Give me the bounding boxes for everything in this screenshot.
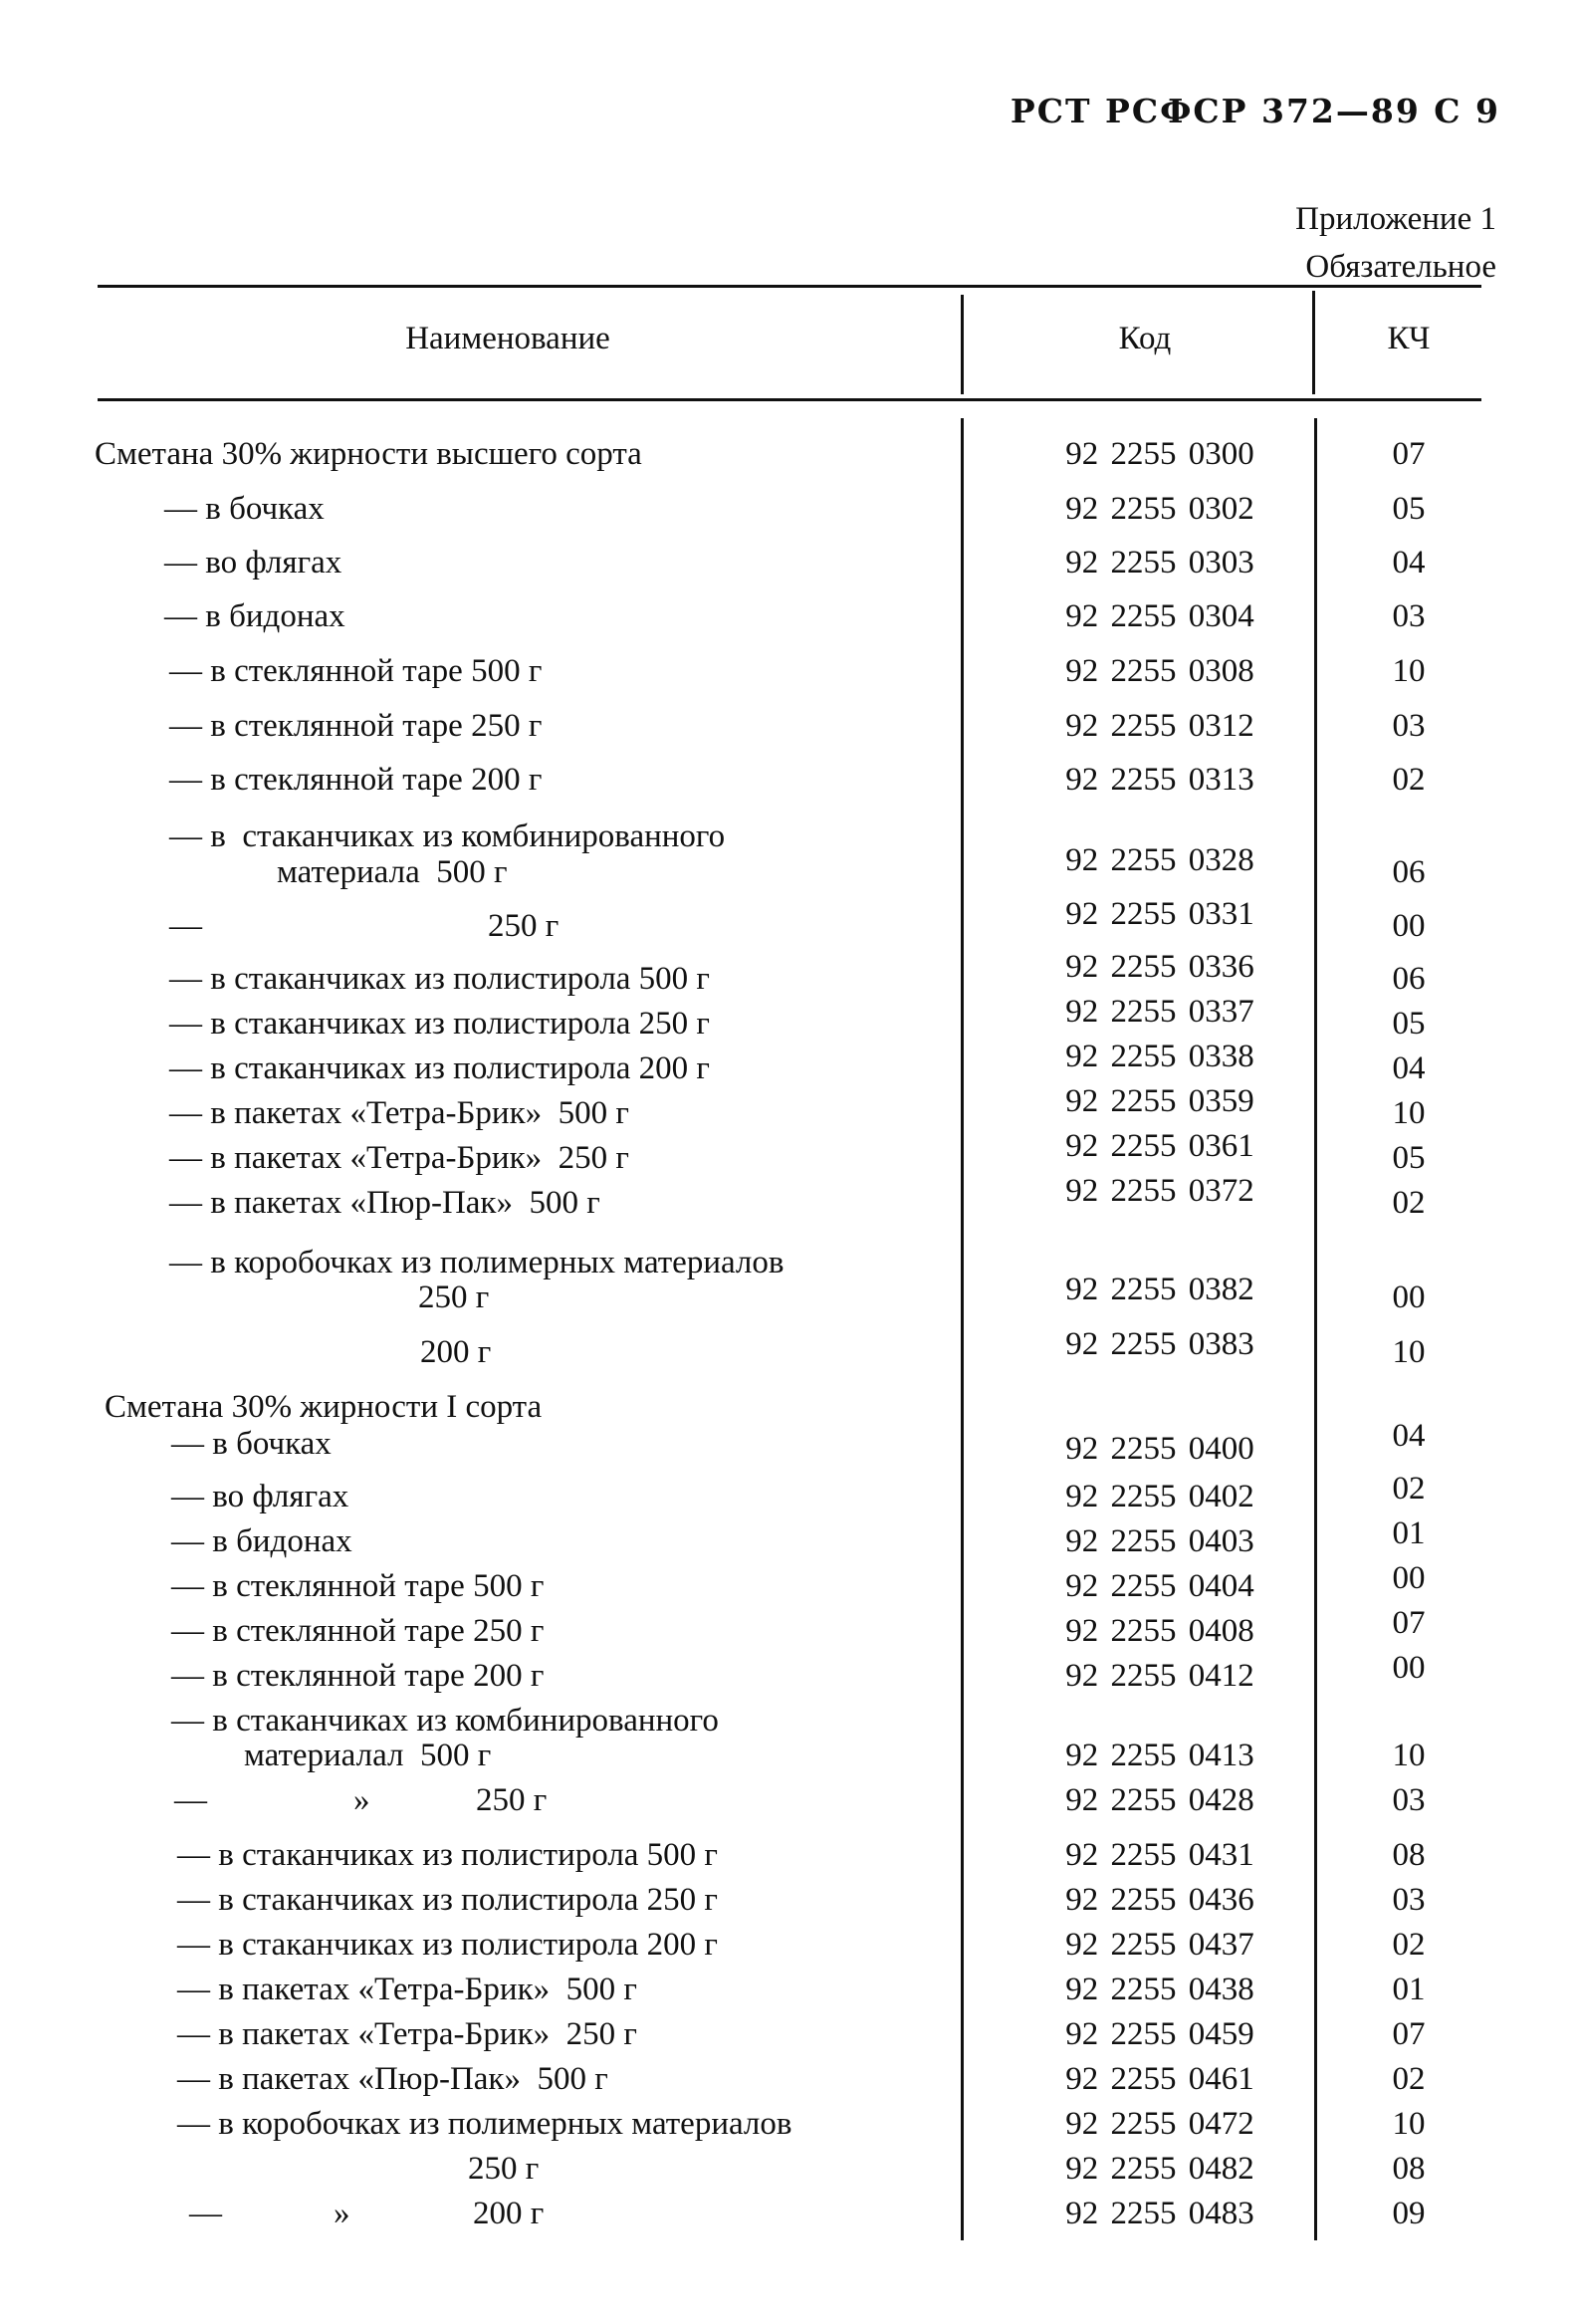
row-code: 92 2255 0308 [1065,653,1254,689]
row-kch: 00 [1392,1560,1426,1596]
row-name: — в стаканчиках из полистирола 500 г [169,961,710,997]
row-code: 92 2255 0336 [1065,949,1254,985]
row-code: 92 2255 0304 [1065,598,1254,634]
row-name: — в стаканчиках из комбинированного [171,1703,719,1739]
row-kch: 03 [1392,708,1426,744]
row-kch: 06 [1392,961,1426,997]
row-name-detail: 250 г [476,1782,548,1818]
row-kch: 03 [1392,598,1426,634]
row-code: 92 2255 0403 [1065,1523,1254,1559]
row-kch: 07 [1392,2016,1426,2052]
row-code: 92 2255 0400 [1065,1431,1254,1467]
row-code: 92 2255 0428 [1065,1782,1254,1818]
row-code: 92 2255 0461 [1065,2061,1254,2097]
row-kch: 00 [1392,908,1426,944]
table-header-rule [98,398,1481,401]
row-code: 92 2255 0302 [1065,491,1254,527]
row-kch: 05 [1392,491,1426,527]
row-name: — в стаканчиках из полистирола 200 г [169,1050,710,1086]
row-kch: 04 [1392,1418,1426,1454]
row-code: 92 2255 0482 [1065,2151,1254,2187]
row-name: — в стеклянной таре 500 г [169,653,543,689]
row-code: 92 2255 0431 [1065,1837,1254,1873]
row-code: 92 2255 0472 [1065,2106,1254,2142]
row-name: — в стаканчиках из полистирола 200 г [177,1927,718,1963]
row-code: 92 2255 0359 [1065,1083,1254,1119]
row-name: — в коробочках из полимерных материалов [169,1245,785,1280]
row-kch: 05 [1392,1006,1426,1042]
row-name: — во флягах [171,1479,349,1514]
row-name: — [189,2196,222,2231]
row-name: — в стаканчиках из полистирола 250 г [177,1882,718,1918]
row-code: 92 2255 0382 [1065,1272,1254,1307]
row-name-detail: 200 г [473,2196,545,2231]
row-code: 92 2255 0338 [1065,1039,1254,1074]
appendix-label [1295,195,1496,291]
row-kch: 07 [1392,436,1426,472]
row-kch: 10 [1392,1095,1426,1131]
row-name: Сметана 30% жирности I сорта [105,1389,543,1425]
row-kch: 02 [1392,1927,1426,1963]
row-code: 92 2255 0372 [1065,1173,1254,1209]
row-code: 92 2255 0436 [1065,1882,1254,1918]
column-header-code: Код [1118,321,1172,356]
header-divider-2 [1312,291,1315,394]
row-code: 92 2255 0412 [1065,1658,1254,1694]
column-header-name: Наименование [405,321,610,356]
row-name: — в стеклянной таре 500 г [171,1568,545,1604]
row-name: — в пакетах «Тетра-Брик» 500 г [169,1095,629,1131]
row-name-ditto: » [353,1782,370,1818]
row-code: 92 2255 0328 [1065,842,1254,878]
row-code: 92 2255 0313 [1065,762,1254,798]
row-name: — в стеклянной таре 250 г [169,708,543,744]
row-code: 92 2255 0331 [1065,896,1254,932]
row-code: 92 2255 0337 [1065,994,1254,1030]
row-kch: 09 [1392,2196,1426,2231]
row-kch: 03 [1392,1882,1426,1918]
row-kch: 02 [1392,762,1426,798]
row-name: — в стаканчиках из комбинированного [169,818,726,854]
row-kch: 10 [1392,2106,1426,2142]
row-kch: 10 [1392,1334,1426,1370]
row-name: — в стеклянной таре 200 г [169,762,543,798]
row-name-ditto: » [334,2196,350,2231]
row-code: 92 2255 0438 [1065,1972,1254,2007]
row-name: — в бочках [164,491,325,527]
row-code: 92 2255 0404 [1065,1568,1254,1604]
table-top-rule [98,285,1481,288]
row-name: 200 г [420,1334,492,1370]
row-code: 92 2255 0408 [1065,1613,1254,1649]
row-kch: 07 [1392,1605,1426,1641]
row-kch: 00 [1392,1279,1426,1315]
column-divider-1 [961,418,964,2240]
row-kch: 05 [1392,1140,1426,1176]
row-code: 92 2255 0459 [1065,2016,1254,2052]
row-name: — в бидонах [171,1523,352,1559]
row-name: — в бидонах [164,598,345,634]
row-kch: 00 [1392,1650,1426,1686]
row-name: Сметана 30% жирности высшего сорта [95,436,642,472]
row-name: — в бочках [171,1426,332,1462]
row-kch: 02 [1392,1471,1426,1507]
row-code: 92 2255 0402 [1065,1479,1254,1514]
row-kch: 10 [1392,1738,1426,1773]
row-name: — в пакетах «Тетра-Брик» 250 г [169,1140,629,1176]
row-kch: 02 [1392,2061,1426,2097]
row-name: — в пакетах «Пюр-Пак» 500 г [169,1185,600,1221]
row-code: 92 2255 0303 [1065,545,1254,581]
row-name: — в коробочках из полимерных материалов [177,2106,792,2142]
appendix-title: Приложение 1 [1295,201,1496,237]
row-name: — в пакетах «Тетра-Брик» 250 г [177,2016,637,2052]
row-name: 250 г [418,1279,490,1315]
row-code: 92 2255 0300 [1065,436,1254,472]
row-name: материалал 500 г [244,1738,492,1773]
row-kch: 03 [1392,1782,1426,1818]
row-name: — [174,1782,207,1818]
row-kch: 04 [1392,545,1426,581]
row-name: материала 500 г [277,854,508,890]
row-kch: 02 [1392,1185,1426,1221]
row-code: 92 2255 0361 [1065,1128,1254,1164]
row-name: — в пакетах «Тетра-Брик» 500 г [177,1972,637,2007]
row-name: — во флягах [164,545,342,581]
row-kch: 08 [1392,1837,1426,1873]
row-code: 92 2255 0383 [1065,1326,1254,1362]
row-kch: 01 [1392,1972,1426,2007]
row-kch: 06 [1392,854,1426,890]
row-code: 92 2255 0437 [1065,1927,1254,1963]
row-kch: 04 [1392,1050,1426,1086]
column-header-kch: КЧ [1387,321,1431,356]
row-kch: 01 [1392,1515,1426,1551]
header-divider-1 [961,295,964,394]
row-code: 92 2255 0483 [1065,2196,1254,2231]
document-header: РСТ РСФСР 372—89 С 9 [1010,92,1500,130]
row-code: 92 2255 0413 [1065,1738,1254,1773]
appendix-status: Обязательное [1305,249,1496,285]
row-name: — в стаканчиках из полистирола 250 г [169,1006,710,1042]
row-code: 92 2255 0312 [1065,708,1254,744]
row-name: 250 г [468,2151,540,2187]
row-kch: 10 [1392,653,1426,689]
row-name: — в пакетах «Пюр-Пак» 500 г [177,2061,608,2097]
row-name-detail: 250 г [488,908,560,944]
row-kch: 08 [1392,2151,1426,2187]
row-name: — в стаканчиках из полистирола 500 г [177,1837,718,1873]
row-name: — в стеклянной таре 250 г [171,1613,545,1649]
row-name: — [169,908,202,944]
row-name: — в стеклянной таре 200 г [171,1658,545,1694]
